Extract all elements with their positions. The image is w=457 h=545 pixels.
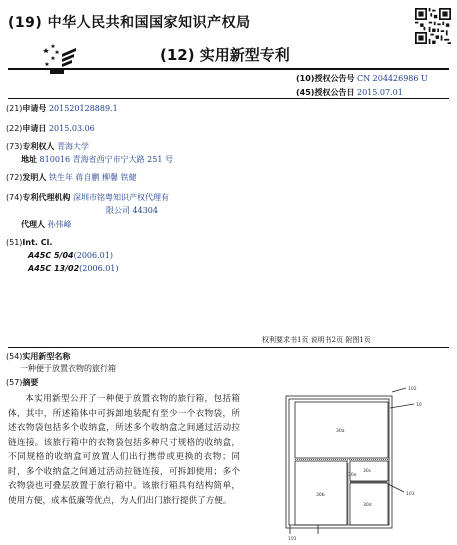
field-code: (73)	[6, 142, 23, 151]
agent-row	[21, 219, 72, 230]
publication-number-row	[296, 73, 428, 84]
ipc-class: A45C 5/04	[28, 251, 74, 260]
abstract-text: 本实用新型公开了一种便于放置衣物的旅行箱，包括箱体，其中，所述箱体中可拆卸地装配有至少一个衣物袋，所述衣物袋包括多个收纳盒，所述多个收纳盒之间通过活动拉链连接。该旅行箱中的衣物袋包括多种尺寸规格的收纳盒，不同规格的收纳盒可放置人们出行携带或更换的衣物；同时，多个收纳盒之间通过活动拉链连接，可拆卸使用；多个衣物袋也可叠层放置于旅行箱中。该旅行箱具有结构简单，使用方便，成本低廉等优点，为人们出门旅行提供了方便。	[8, 394, 240, 506]
drawing-label: 30d	[363, 503, 372, 508]
inventors-row	[6, 172, 137, 183]
document-type-title: (12) 实用新型专利	[160, 46, 290, 64]
field-label: 地址	[21, 155, 37, 164]
field-label: 申请日	[22, 124, 47, 133]
field-label: 实用新型名称	[22, 352, 71, 361]
filing-date-row	[6, 123, 95, 134]
agency-line-1: 深圳市铭粤知识产权代理有	[72, 193, 169, 202]
patentee-row	[6, 141, 89, 152]
application-number: 201520128889.1	[48, 104, 118, 113]
publication-date: 2015.07.01	[357, 88, 403, 97]
ipc-header-row	[6, 238, 52, 247]
field-label: Int. Cl.	[22, 238, 53, 247]
issuing-authority: (19) 中华人民共和国国家知识产权局	[8, 15, 251, 31]
field-label: 发明人	[22, 173, 47, 182]
field-label: 申请号	[22, 104, 47, 113]
field-code: (22)	[6, 124, 23, 133]
agent: 孙伟峰	[47, 220, 72, 229]
page-count-info: 权利要求书1页 说明书2页 附图1页	[262, 336, 371, 344]
drawing-label: 30c	[363, 469, 372, 474]
field-code: (72)	[6, 173, 23, 182]
inventors: 铁生年 蒋自鹏 柳馨 铁健	[48, 173, 137, 182]
ipc-class: A45C 13/02	[28, 264, 80, 273]
patentee: 青海大学	[56, 142, 89, 151]
field-code: (54)	[6, 352, 23, 361]
address-row	[21, 154, 173, 165]
suitcase-drawing	[278, 384, 454, 542]
abstract-rule	[8, 347, 449, 348]
qr-code	[415, 8, 451, 44]
publication-date-row	[296, 87, 403, 98]
field-label: 摘要	[22, 378, 39, 387]
field-code: (51)	[6, 238, 23, 247]
suitcase-body	[286, 396, 392, 528]
field-label: 专利权人	[22, 142, 55, 151]
ipc-class-row	[28, 264, 119, 273]
publication-number: CN 204426986 U	[357, 74, 428, 83]
cnipa-emblem-logo	[40, 40, 80, 80]
address: 810016 青海省西宁市宁大路 251 号	[39, 155, 173, 164]
drawing-label: 101	[288, 537, 297, 542]
drawing-label: 30b	[316, 493, 325, 498]
abstract-header-row	[6, 377, 38, 388]
ipc-version: (2006.01)	[79, 264, 119, 273]
agency-line-2: 限公司 44304	[106, 206, 158, 215]
drawing-label: 30a	[336, 429, 345, 434]
publication-number-label: (10)授权公告号	[296, 74, 355, 83]
utility-model-name: 一种便于放置衣物的旅行箱	[20, 364, 116, 373]
drawing-label: 103	[406, 492, 415, 497]
drawing-label: 10	[416, 403, 422, 408]
drawing-label: 30e	[348, 473, 357, 478]
field-code: (57)	[6, 378, 23, 387]
agency-row	[6, 192, 169, 203]
biblio-rule	[8, 98, 449, 99]
publication-date-label: (45)授权公告日	[296, 88, 355, 97]
field-code: (74)	[6, 193, 23, 202]
header-rule	[8, 68, 449, 70]
drawing-label: 102	[408, 387, 417, 392]
filing-date: 2015.03.06	[48, 124, 95, 133]
field-label: 代理人	[21, 220, 45, 229]
field-label: 专利代理机构	[22, 193, 71, 202]
application-number-row	[6, 103, 118, 114]
utility-model-name-row	[6, 351, 70, 362]
ipc-class-row	[28, 251, 113, 260]
ipc-version: (2006.01)	[73, 251, 113, 260]
field-code: (21)	[6, 104, 23, 113]
